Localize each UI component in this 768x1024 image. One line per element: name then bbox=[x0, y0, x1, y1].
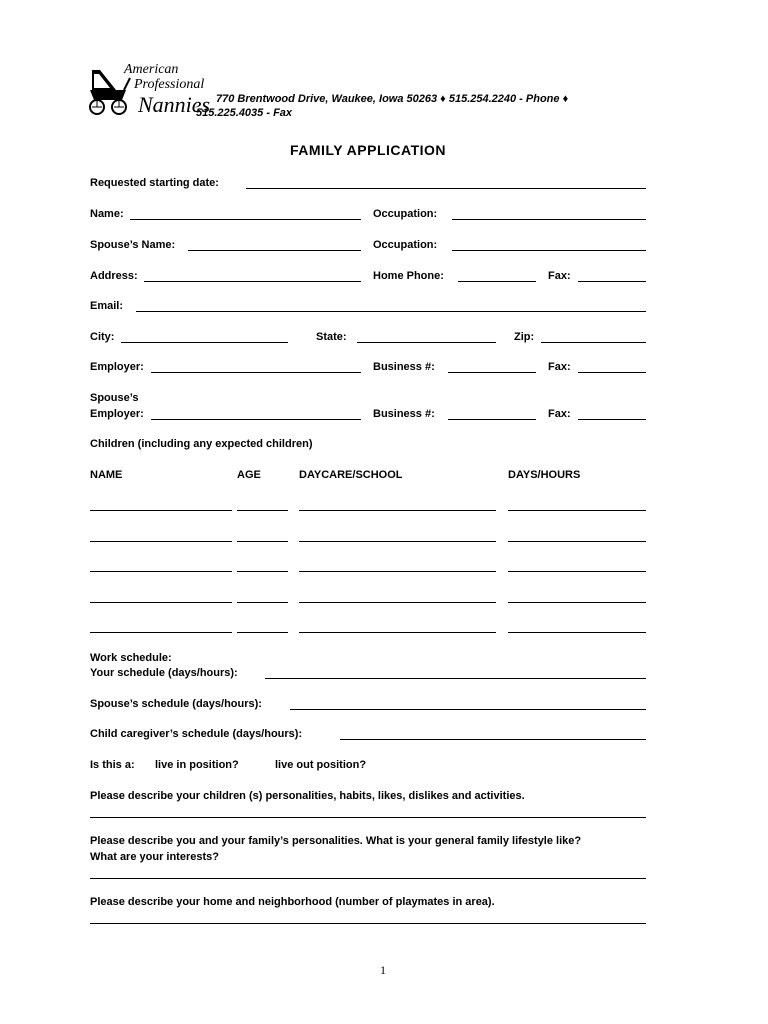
child-name-field[interactable] bbox=[90, 510, 232, 511]
home-description-question: Please describe your home and neighborhood (number of playmates in area). bbox=[90, 896, 495, 908]
employer-fax-field[interactable] bbox=[578, 372, 646, 373]
child-hours-field[interactable] bbox=[508, 632, 646, 633]
child-hours-field[interactable] bbox=[508, 541, 646, 542]
spouse-employer-field[interactable] bbox=[151, 419, 361, 420]
col-name-header: NAME bbox=[90, 469, 123, 481]
email-label: Email: bbox=[90, 300, 124, 312]
page-number: 1 bbox=[380, 963, 386, 977]
child-age-field[interactable] bbox=[237, 571, 288, 572]
business-label: Business #: bbox=[373, 361, 435, 373]
spouses-label: Spouse’s bbox=[90, 392, 139, 404]
name-label: Name: bbox=[90, 208, 124, 220]
business-field[interactable] bbox=[448, 372, 536, 373]
occupation-field[interactable] bbox=[452, 219, 646, 220]
spouse-schedule-label: Spouse’s schedule (days/hours): bbox=[90, 698, 262, 710]
email-field[interactable] bbox=[136, 311, 646, 312]
state-label: State: bbox=[316, 331, 347, 343]
zip-label: Zip: bbox=[514, 331, 535, 343]
spouse-employer-label: Employer: bbox=[90, 408, 144, 420]
child-age-field[interactable] bbox=[237, 602, 288, 603]
family-description-question-1: Please describe you and your family’s personalities. What is your general family lifestyle like? bbox=[90, 835, 582, 847]
child-school-field[interactable] bbox=[299, 602, 496, 603]
start-date-field[interactable] bbox=[246, 188, 646, 189]
state-field[interactable] bbox=[357, 342, 496, 343]
caregiver-schedule-field[interactable] bbox=[340, 739, 646, 740]
city-field[interactable] bbox=[121, 342, 288, 343]
children-description-question: Please describe your children (s) personalities, habits, likes, dislikes and activities. bbox=[90, 790, 525, 802]
child-age-field[interactable] bbox=[237, 632, 288, 633]
occupation-label: Occupation: bbox=[373, 208, 438, 220]
employer-fax-label: Fax: bbox=[548, 361, 571, 373]
child-name-field[interactable] bbox=[90, 571, 232, 572]
child-name-field[interactable] bbox=[90, 541, 232, 542]
home-phone-label: Home Phone: bbox=[373, 270, 444, 282]
child-age-field[interactable] bbox=[237, 510, 288, 511]
child-school-field[interactable] bbox=[299, 571, 496, 572]
logo-text-nannies: Nannies bbox=[138, 92, 211, 117]
child-school-field[interactable] bbox=[299, 541, 496, 542]
zip-field[interactable] bbox=[541, 342, 646, 343]
spouse-name-field[interactable] bbox=[188, 250, 361, 251]
family-description-question-2: What are your interests? bbox=[90, 851, 219, 863]
employer-label: Employer: bbox=[90, 361, 144, 373]
address-line-1: 770 Brentwood Drive, Waukee, Iowa 50263 ♦ 515.254.2240 - Phone ♦ bbox=[216, 93, 569, 105]
live-in-option[interactable]: live in position? bbox=[155, 759, 239, 771]
spouse-occupation-label: Occupation: bbox=[373, 239, 438, 251]
live-out-option[interactable]: live out position? bbox=[275, 759, 367, 771]
spouse-name-label: Spouse’s Name: bbox=[90, 239, 176, 251]
spouse-fax-label: Fax: bbox=[548, 408, 571, 420]
col-school-header: DAYCARE/SCHOOL bbox=[299, 469, 403, 481]
col-hours-header: DAYS/HOURS bbox=[508, 469, 581, 481]
children-heading: Children (including any expected children) bbox=[90, 438, 313, 450]
logo-text-american: American bbox=[124, 62, 179, 77]
child-school-field[interactable] bbox=[299, 632, 496, 633]
spouse-schedule-field[interactable] bbox=[290, 709, 646, 710]
fax-label: Fax: bbox=[548, 270, 571, 282]
page-title: FAMILY APPLICATION bbox=[290, 142, 447, 158]
your-schedule-field[interactable] bbox=[265, 678, 646, 679]
your-schedule-label: Your schedule (days/hours): bbox=[90, 667, 238, 679]
home-phone-field[interactable] bbox=[458, 281, 536, 282]
position-question: Is this a: bbox=[90, 759, 135, 771]
spouse-business-label: Business #: bbox=[373, 408, 435, 420]
spouse-business-field[interactable] bbox=[448, 419, 536, 420]
address-label: Address: bbox=[90, 270, 138, 282]
child-school-field[interactable] bbox=[299, 510, 496, 511]
col-age-header: AGE bbox=[237, 469, 261, 481]
logo-text-professional: Professional bbox=[134, 77, 205, 92]
name-field[interactable] bbox=[130, 219, 361, 220]
spouse-occupation-field[interactable] bbox=[452, 250, 646, 251]
start-date-label: Requested starting date: bbox=[90, 177, 219, 189]
fax-field[interactable] bbox=[578, 281, 646, 282]
home-description-field[interactable] bbox=[90, 923, 646, 924]
address-field[interactable] bbox=[144, 281, 361, 282]
city-label: City: bbox=[90, 331, 115, 343]
child-hours-field[interactable] bbox=[508, 510, 646, 511]
child-hours-field[interactable] bbox=[508, 571, 646, 572]
address-line-2: 515.225.4035 - Fax bbox=[196, 107, 293, 119]
schedule-heading: Work schedule: bbox=[90, 652, 172, 664]
child-name-field[interactable] bbox=[90, 632, 232, 633]
family-description-field[interactable] bbox=[90, 878, 646, 879]
child-hours-field[interactable] bbox=[508, 602, 646, 603]
caregiver-schedule-label: Child caregiver’s schedule (days/hours): bbox=[90, 728, 303, 740]
children-description-field[interactable] bbox=[90, 817, 646, 818]
spouse-fax-field[interactable] bbox=[578, 419, 646, 420]
employer-field[interactable] bbox=[151, 372, 361, 373]
child-age-field[interactable] bbox=[237, 541, 288, 542]
child-name-field[interactable] bbox=[90, 602, 232, 603]
